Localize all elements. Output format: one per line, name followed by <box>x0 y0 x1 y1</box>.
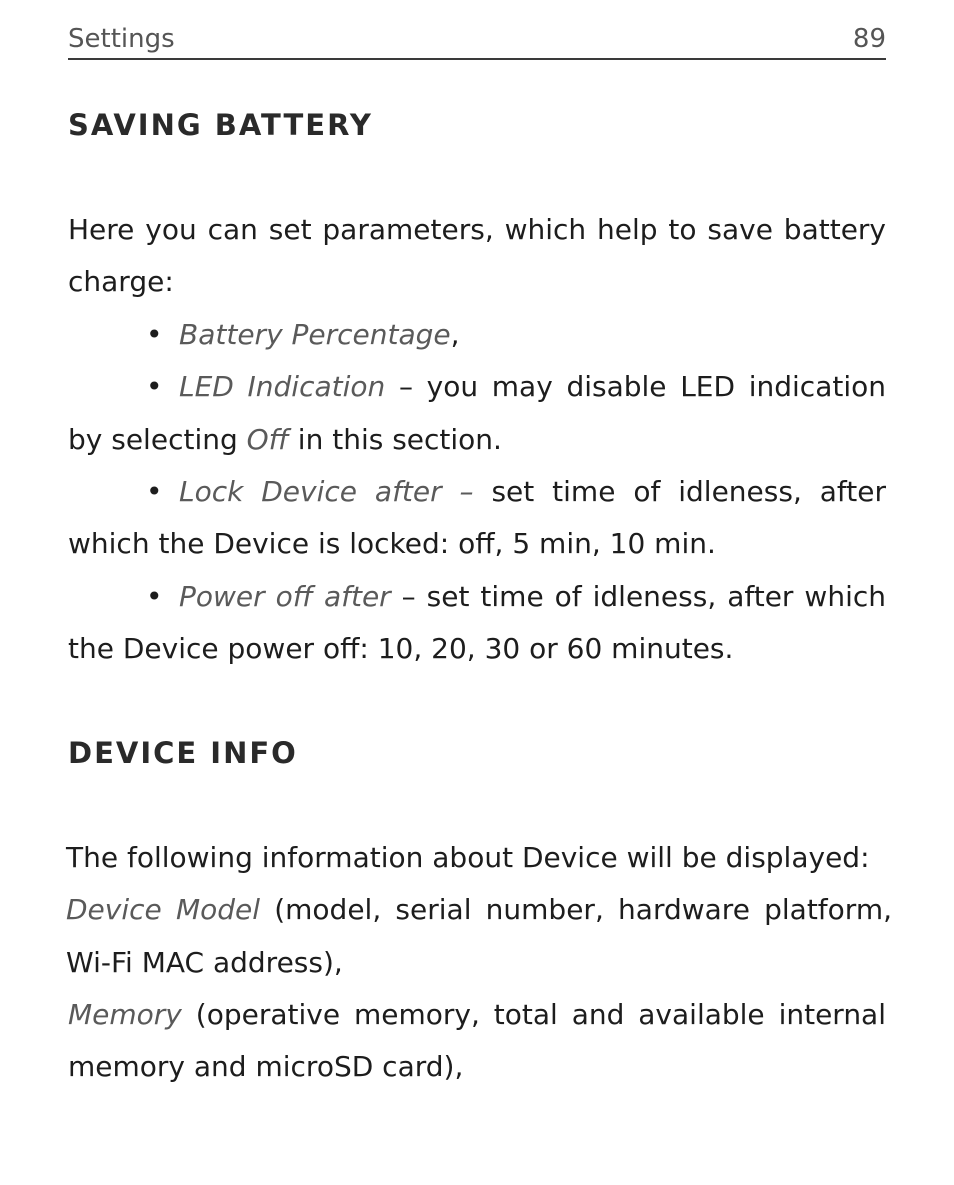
list-item-led-indication: • LED Indication – you may disable LED indication <box>68 361 886 413</box>
list-item-power-off-continued: the Device power off: 10, 20, 30 or 60 minutes. <box>68 632 734 666</box>
saving-battery-intro: Here you can set parameters, which help to save battery <box>68 213 886 246</box>
device-info-section <box>66 832 892 989</box>
saving-battery-intro-continued: charge: <box>68 265 174 299</box>
device-model-entry-continued: Wi-Fi MAC address), <box>66 945 343 979</box>
device-info-heading: DEVICE INFO <box>68 736 298 770</box>
term-device-model: Device Model <box>66 893 261 927</box>
term-led-indication: LED Indication <box>179 370 386 404</box>
saving-battery-heading: SAVING BATTERY <box>68 108 373 142</box>
page-header <box>68 22 886 60</box>
bullet-icon: • <box>146 579 163 613</box>
memory-entry-continued: memory and microSD card), <box>68 1050 464 1084</box>
list-item-battery-percentage: • Battery Percentage, <box>68 309 886 361</box>
page-number: 89 <box>852 24 886 54</box>
term-off: Off <box>246 422 289 456</box>
bullet-icon: • <box>146 370 163 404</box>
running-header-section: Settings <box>68 24 175 54</box>
saving-battery-section <box>68 204 886 676</box>
list-item-power-off: • Power off after – set time of idleness, after which <box>68 571 886 623</box>
list-item-lock-device: • Lock Device after – set time of idleness, after <box>68 466 886 518</box>
device-info-intro: The following information about Device will be displayed: <box>66 841 870 874</box>
bullet-icon: • <box>146 317 163 351</box>
term-battery-percentage: Battery Percentage <box>179 317 451 351</box>
device-model-entry: Device Model (model, serial number, hardware platform, <box>66 893 892 927</box>
term-power-off-after: Power off after <box>179 579 391 613</box>
memory-entry: Memory (operative memory, total and available internal <box>68 998 886 1031</box>
memory-section <box>68 989 886 1094</box>
term-lock-device-after: Lock Device after – <box>179 475 474 509</box>
bullet-icon: • <box>146 475 163 509</box>
list-item-lock-device-continued: which the Device is locked: off, 5 min, 10 min. <box>68 527 716 561</box>
term-memory: Memory <box>68 998 182 1031</box>
list-item-led-indication-continued: by selecting Off in this section. <box>68 422 502 456</box>
